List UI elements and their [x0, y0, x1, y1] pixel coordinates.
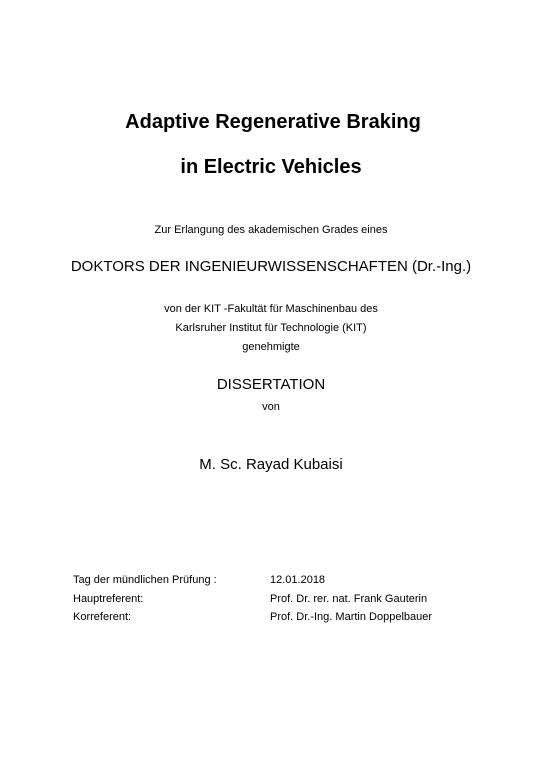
degree-name: DOKTORS DER INGENIEURWISSENSCHAFTEN (Dr.-Ing.)	[70, 258, 472, 275]
exam-date-value: 12.01.2018	[270, 574, 326, 586]
co-referee-label: Korreferent:	[73, 611, 132, 623]
faculty-line-1: von der KIT -Fakultät für Maschinenbau des	[164, 303, 378, 315]
by-label: von	[262, 401, 280, 413]
faculty-line-3: genehmigte	[242, 341, 300, 353]
faculty-line-2: Karlsruher Institut für Technologie (KIT)	[175, 322, 367, 334]
degree-purpose: Zur Erlangung des akademischen Grades eines	[154, 224, 388, 236]
exam-date-label: Tag der mündlichen Prüfung :	[73, 574, 217, 586]
main-referee-value: Prof. Dr. rer. nat. Frank Gauterin	[270, 593, 428, 605]
co-referee-value: Prof. Dr.-Ing. Martin Doppelbauer	[270, 611, 433, 623]
author-name: M. Sc. Rayad Kubaisi	[199, 456, 343, 473]
main-referee-label: Hauptreferent:	[73, 593, 144, 605]
thesis-title-line-1: Adaptive Regenerative Braking	[125, 111, 421, 133]
document-type: DISSERTATION	[216, 376, 326, 393]
thesis-title-line-2: in Electric Vehicles	[180, 156, 362, 178]
